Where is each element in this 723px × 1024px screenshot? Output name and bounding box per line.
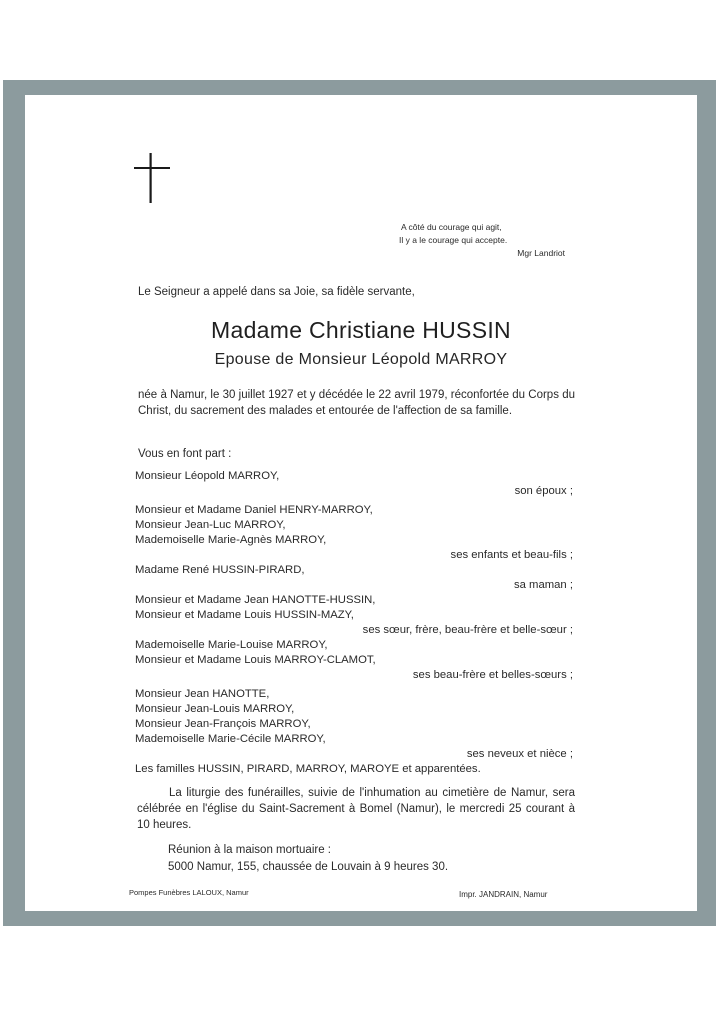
family-relation: ses neveux et nièce ; bbox=[466, 748, 573, 760]
motto-quote bbox=[399, 221, 569, 260]
liturgy-text: La liturgie des funérailles, suivie de l'inhumation au cimetière de Namur, sera célébrée en l'église du Saint-Sacrement à Bomel (Namur), le mercredi 25 courant à 10 heures. bbox=[137, 787, 575, 831]
family-name: Monsieur et Madame Louis HUSSIN-MAZY, bbox=[135, 609, 354, 621]
family-name: Monsieur et Madame Louis MARROY-CLAMOT, bbox=[135, 654, 376, 666]
family-relation: ses beau-frère et belles-sœurs ; bbox=[412, 669, 573, 681]
families-line: Les familles HUSSIN, PIRARD, MARROY, MAROYE et apparentées. bbox=[135, 763, 481, 775]
reunion-info bbox=[168, 842, 448, 876]
family-relation: ses enfants et beau-fils ; bbox=[450, 549, 573, 561]
family-name: Monsieur Léopold MARROY, bbox=[135, 470, 280, 482]
family-name: Mademoiselle Marie-Louise MARROY, bbox=[135, 639, 328, 651]
liturgy-paragraph bbox=[137, 785, 575, 833]
family-name: Mademoiselle Marie-Cécile MARROY, bbox=[135, 733, 326, 745]
intro-text: Le Seigneur a appelé dans sa Joie, sa fidèle servante, bbox=[138, 286, 415, 298]
biography-paragraph: née à Namur, le 30 juillet 1927 et y décédée le 22 avril 1979, réconfortée du Corps du Christ, du sacrement des malades et entourée de l'affection de sa famille. bbox=[138, 389, 575, 417]
family-name: Monsieur Jean HANOTTE, bbox=[135, 688, 270, 700]
motto-line-2: Il y a le courage qui accepte. bbox=[399, 235, 508, 245]
footer-printer: Impr. JANDRAIN, Namur bbox=[459, 890, 548, 899]
family-name: Madame René HUSSIN-PIRARD, bbox=[135, 564, 305, 576]
family-name: Monsieur et Madame Daniel HENRY-MARROY, bbox=[135, 504, 373, 516]
motto-line-1: A côté du courage qui agit, bbox=[401, 222, 502, 232]
reunion-line-1: Réunion à la maison mortuaire : bbox=[168, 844, 331, 856]
family-name: Monsieur et Madame Jean HANOTTE-HUSSIN, bbox=[135, 594, 376, 606]
motto-author: Mgr Landriot bbox=[517, 248, 565, 258]
family-relation: sa maman ; bbox=[513, 579, 573, 591]
family-name: Monsieur Jean-Louis MARROY, bbox=[135, 703, 295, 715]
family-relation: ses sœur, frère, beau-frère et belle-sœur ; bbox=[362, 624, 573, 636]
family-list bbox=[135, 469, 573, 777]
cross-icon bbox=[134, 153, 170, 203]
death-notice-card bbox=[25, 95, 697, 911]
family-relation: son époux ; bbox=[514, 485, 573, 497]
card-frame bbox=[3, 80, 716, 926]
announcement-heading: Vous en font part : bbox=[138, 448, 232, 460]
family-name: Mademoiselle Marie-Agnès MARROY, bbox=[135, 534, 327, 546]
spouse-line: Epouse de Monsieur Léopold MARROY bbox=[214, 351, 508, 368]
footer-funeral-home: Pompes Funèbres LALOUX, Namur bbox=[129, 888, 249, 897]
family-name: Monsieur Jean-Luc MARROY, bbox=[135, 519, 286, 531]
deceased-name: Madame Christiane HUSSIN bbox=[211, 317, 511, 343]
family-name: Monsieur Jean-François MARROY, bbox=[135, 718, 311, 730]
reunion-line-2: 5000 Namur, 155, chaussée de Louvain à 9 heures 30. bbox=[168, 861, 449, 873]
